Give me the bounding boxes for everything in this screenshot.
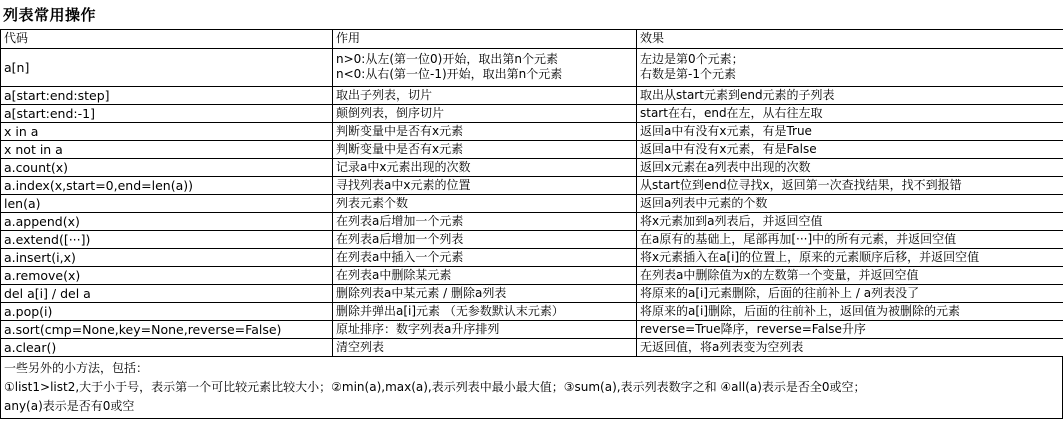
effect-cell xyxy=(637,284,1063,302)
effect-line: 将原来的a[i]元素删除，后面的往前补上 / a列表没了 xyxy=(640,285,920,300)
purpose-cell xyxy=(333,158,637,176)
notes-line: 一些另外的小方法，包括： xyxy=(4,360,149,375)
purpose-cell xyxy=(333,104,637,122)
code-cell: a.append(x) xyxy=(1,212,333,230)
purpose-cell xyxy=(333,302,637,320)
table-row xyxy=(1,212,1063,230)
purpose-cell xyxy=(333,140,637,158)
effect-line: 将原来的a[i]删除，后面的往前补上，返回值为被删除的元素 xyxy=(640,303,961,318)
effect-cell xyxy=(637,122,1063,140)
code-cell: a.count(x) xyxy=(1,158,333,176)
effect-cell xyxy=(637,320,1063,338)
purpose-cell xyxy=(333,338,637,356)
effect-line: 左边是第0个元素； xyxy=(640,52,744,66)
purpose-line: 删除列表a中某元素 / 删除a列表 xyxy=(336,285,507,300)
effect-cell xyxy=(637,338,1063,356)
effect-line: reverse=True降序，reverse=False升序 xyxy=(640,321,866,336)
purpose-cell xyxy=(333,122,637,140)
code-cell: a.remove(x) xyxy=(1,266,333,284)
header-purpose: 作用 xyxy=(333,30,637,48)
purpose-line: 在列表a中删除某元素 xyxy=(336,267,452,282)
effect-line: 返回a中有没有x元素，有是True xyxy=(640,123,812,138)
code-cell: a.extend([···]) xyxy=(1,230,333,248)
code-cell: a[start:end:-1] xyxy=(1,104,333,122)
purpose-line: 清空列表 xyxy=(336,339,385,354)
effect-cell xyxy=(637,140,1063,158)
purpose-line: 判断变量中是否有x元素 xyxy=(336,141,464,156)
effect-line: 无返回值，将a列表变为空列表 xyxy=(640,339,804,354)
effect-cell xyxy=(637,86,1063,104)
header-effect: 效果 xyxy=(637,30,1063,48)
code-cell: x in a xyxy=(1,122,333,140)
purpose-cell xyxy=(333,284,637,302)
purpose-cell xyxy=(333,86,637,104)
code-cell: a[n] xyxy=(1,48,333,86)
table-row xyxy=(1,104,1063,122)
code-cell: a.clear() xyxy=(1,338,333,356)
effect-cell xyxy=(637,212,1063,230)
effect-line: 右数是第-1个元素 xyxy=(640,67,736,81)
code-cell: x not in a xyxy=(1,140,333,158)
purpose-line: 在列表a后增加一个元素 xyxy=(336,213,464,228)
effect-cell xyxy=(637,302,1063,320)
table-row xyxy=(1,338,1063,356)
purpose-cell xyxy=(333,248,637,266)
title-row xyxy=(0,0,1063,30)
notes-line: any(a)表示是否有0或空 xyxy=(4,398,135,413)
effect-cell xyxy=(637,158,1063,176)
header-code: 代码 xyxy=(1,30,333,48)
table-row xyxy=(1,48,1063,86)
effect-line: 返回a列表中元素的个数 xyxy=(640,195,768,210)
purpose-line: 取出子列表，切片 xyxy=(336,87,433,102)
purpose-line: 颠倒列表，倒序切片 xyxy=(336,105,445,120)
table-row xyxy=(1,284,1063,302)
effect-line: 从start位到end位寻找x，返回第一次查找结果，找不到报错 xyxy=(640,177,962,192)
effect-line: start在右，end在左，从右往左取 xyxy=(640,105,823,120)
code-cell: a.sort(cmp=None,key=None,reverse=False) xyxy=(1,320,333,338)
table-row xyxy=(1,158,1063,176)
purpose-cell xyxy=(333,230,637,248)
effect-cell xyxy=(637,194,1063,212)
effect-line: 在a原有的基础上，尾部再加[···]中的所有元素，并返回空值 xyxy=(640,231,957,246)
table-row xyxy=(1,122,1063,140)
table-row xyxy=(1,230,1063,248)
purpose-line: n<0:从右(第一位-1)开始，取出第n个元素 xyxy=(336,67,563,81)
header-row xyxy=(1,30,1063,48)
table-body xyxy=(1,30,1063,356)
sheet-title: 列表常用操作 xyxy=(3,6,97,24)
code-cell: a.index(x,start=0,end=len(a)) xyxy=(1,176,333,194)
table-row xyxy=(1,302,1063,320)
purpose-line: 寻找列表a中x元素的位置 xyxy=(336,177,471,192)
effect-cell xyxy=(637,248,1063,266)
purpose-cell xyxy=(333,212,637,230)
effect-line: 将x元素加到a列表后，并返回空值 xyxy=(640,213,823,228)
purpose-line: 删除并弹出a[i]元素 （无参数默认末元素） xyxy=(336,303,564,318)
table-row xyxy=(1,248,1063,266)
effect-line: 返回x元素在a列表中出现的次数 xyxy=(640,159,811,174)
effect-cell xyxy=(637,176,1063,194)
effect-line: 返回a中有没有x元素，有是False xyxy=(640,141,817,156)
purpose-line: 记录a中x元素出现的次数 xyxy=(336,159,471,174)
code-cell: a[start:end:step] xyxy=(1,86,333,104)
notes-line: ①list1>list2,大于小于号，表示第一个可比较元素比较大小；②min(a),max(a),表示列表中最小最大值；③sum(a),表示列表数字之和 ④all(a)表示是否全0或空； xyxy=(4,379,866,394)
purpose-line: 在列表a后增加一个列表 xyxy=(336,231,464,246)
purpose-line: 判断变量中是否有x元素 xyxy=(336,123,464,138)
purpose-cell xyxy=(333,194,637,212)
table-row xyxy=(1,194,1063,212)
code-cell: del a[i] / del a xyxy=(1,284,333,302)
effect-cell xyxy=(637,48,1063,86)
table-row xyxy=(1,140,1063,158)
purpose-cell xyxy=(333,266,637,284)
effect-line: 在列表a中删除值为x的左数第一个变量，并返回空值 xyxy=(640,267,919,282)
effect-line: 取出从start元素到end元素的子列表 xyxy=(640,87,835,102)
table-row xyxy=(1,86,1063,104)
purpose-cell xyxy=(333,176,637,194)
code-cell: len(a) xyxy=(1,194,333,212)
code-cell: a.pop(i) xyxy=(1,302,333,320)
effect-line: 将x元素插入在a[i]的位置上，原来的元素顺序后移，并返回空值 xyxy=(640,249,980,264)
purpose-line: 在列表a中插入一个元素 xyxy=(336,249,464,264)
effect-cell xyxy=(637,266,1063,284)
purpose-line: 原址排序：数字列表a升序排列 xyxy=(336,321,500,336)
effect-cell xyxy=(637,230,1063,248)
purpose-cell xyxy=(333,320,637,338)
effect-cell xyxy=(637,104,1063,122)
purpose-line: 列表元素个数 xyxy=(336,195,409,210)
table-row xyxy=(1,320,1063,338)
table-row xyxy=(1,176,1063,194)
table-row xyxy=(1,266,1063,284)
notes-block xyxy=(0,357,1063,419)
operations-table xyxy=(0,30,1063,357)
purpose-cell xyxy=(333,48,637,86)
code-cell: a.insert(i,x) xyxy=(1,248,333,266)
purpose-line: n>0:从左(第一位0)开始，取出第n个元素 xyxy=(336,52,558,66)
